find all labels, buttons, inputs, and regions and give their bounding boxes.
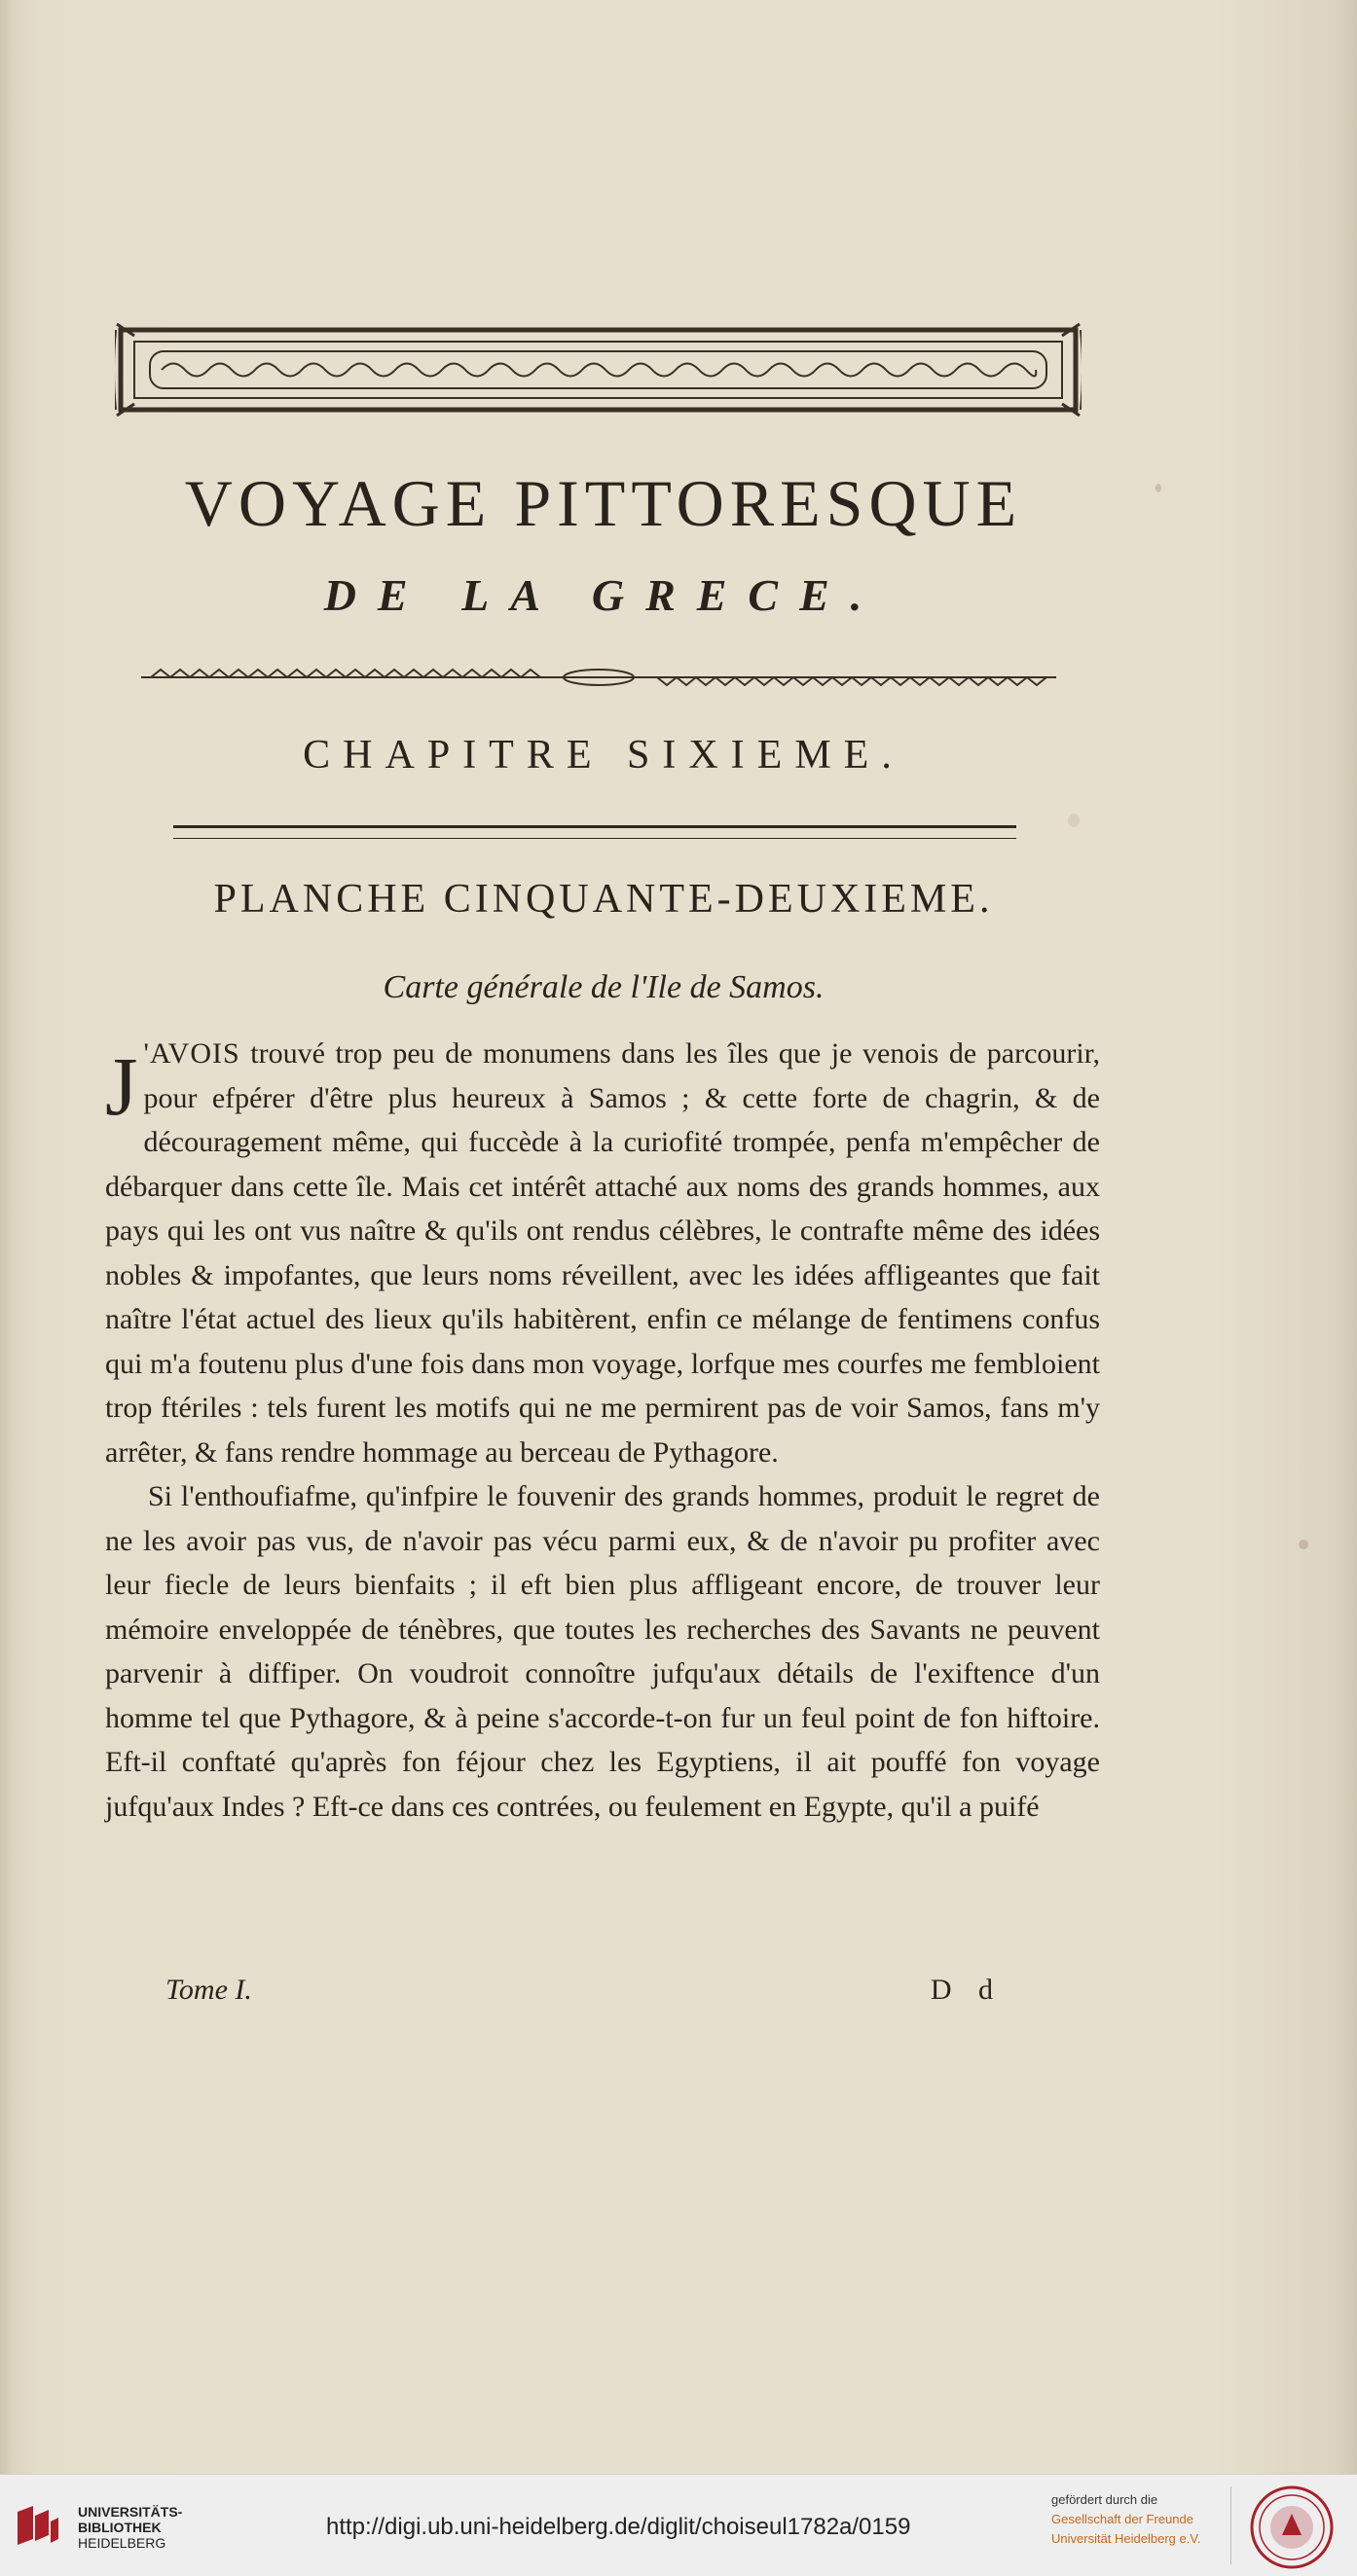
paragraph-1-text: trouvé trop peu de monumens dans les îles que je venois de parcourir, pour efpérer d'être plus heureux à Samos ; & cette forte de chagrin, & de découragement même, qui fuccède à la curiofité trompée, penfa m'empêcher de débarquer dans cette île. Mais cet intérêt attaché aux noms des grands hommes, aux pays qui les ont vus naître & qu'ils ont rendus célèbres, le contrafte même des idées nobles & impofantes, que leurs noms réveillent, avec les idées affligeantes que fait naître l'état actuel des lieux qu'ils habitèrent, enfin ce mélange de fentimens confus qui m'a foutenu plus d'une fois dans mon voyage, lorfque mes courfes me fembloient trop ftériles : tels furent les motifs qui ne me permirent pas de voir Samos, fans m'y arrêter, & fans rendre hommage au berceau de Pythagore. (105, 1037, 1100, 1469)
sponsor-line-2: Gesellschaft der Freunde (1051, 2512, 1193, 2526)
paper-stain (1299, 1540, 1308, 1549)
sub-title: DE LA GRECE. (323, 570, 884, 620)
decorative-frame-ornament (115, 316, 1082, 423)
divider-ornament (141, 665, 1056, 690)
double-rule-divider (173, 825, 1016, 839)
library-name (78, 2504, 182, 2551)
permalink-url[interactable]: http://digi.ub.uni-heidelberg.de/diglit/choiseul1782a/0159 (326, 2514, 911, 2540)
main-title: VOYAGE PITTORESQUE (184, 466, 1023, 540)
sponsor-line-1: gefördert durch die (1051, 2492, 1158, 2507)
paragraph-2: Si l'enthoufiafme, qu'infpire le fouvenir des grands hommes, produit le regret de ne les avoir pas vus, de n'avoir pas vécu parmi eux, & de n'avoir pu profiter avec leur fiecle de leurs bienfaits ; il eft bien plus affligeant encore, de trouver leur mémoire enveloppée de ténèbres, que toutes les recherches des Savants ne peuvent parvenir à diffiper. On voudroit connoître jufqu'aux détails de l'exiftence d'un homme tel que Pythagore, & à peine s'accorde-t-on fur un feul point de fon hiftoire. Eft-il conftaté qu'après fon féjour chez les Egyptiens, il ait pouffé fon voyage jufqu'aux Indes ? Eft-ce dans ces contrées, ou feulement en Egypte, qu'il a puifé (105, 1480, 1100, 1823)
plate-caption: Carte générale de l'Ile de Samos. (383, 969, 825, 1005)
viewer-footer-bar (0, 2474, 1357, 2576)
university-library-logo-icon (14, 2502, 60, 2549)
sponsor-note (1051, 2490, 1200, 2549)
separator (1230, 2486, 1231, 2564)
library-name-line-2: BIBLIOTHEK (78, 2520, 162, 2535)
chapter-heading: CHAPITRE SIXIEME. (303, 733, 904, 778)
paper-stain (1068, 814, 1080, 827)
volume-label: Tome I. (165, 1974, 252, 2006)
signature-mark: D d (930, 1974, 1003, 2006)
body-text (105, 1032, 1100, 1829)
plate-heading: PLANCHE CINQUANTE-DEUXIEME. (213, 877, 994, 922)
library-name-line-3: HEIDELBERG (78, 2535, 166, 2551)
library-name-line-1: UNIVERSITÄTS- (78, 2504, 183, 2520)
paper-stain (1155, 484, 1161, 492)
opening-word: 'AVOIS (143, 1037, 240, 1070)
university-seal-icon (1249, 2485, 1335, 2570)
paragraph-1 (105, 1032, 1100, 1474)
drop-cap: J (105, 1039, 138, 1133)
sponsor-line-3: Universität Heidelberg e.V. (1051, 2531, 1201, 2546)
